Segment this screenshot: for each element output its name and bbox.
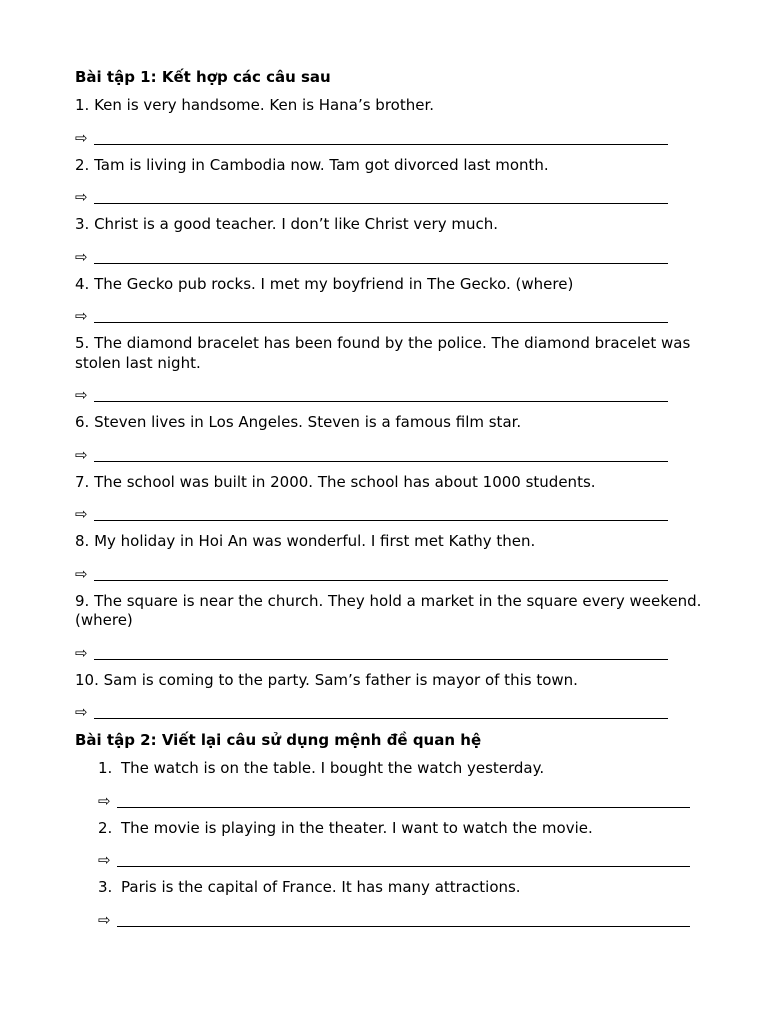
answer-line-2 — [75, 184, 768, 206]
exercise2-answer-line-2 — [98, 847, 768, 869]
question-1: 1. Ken is very handsome. Ken is Hana’s brother. — [75, 96, 435, 114]
arrow-icon: ⇨ — [75, 247, 88, 266]
item-text: The movie is playing in the theater. I want to watch the movie. — [121, 818, 593, 837]
blank-line[interactable] — [94, 247, 668, 264]
arrow-icon: ⇨ — [75, 386, 88, 404]
item-number: 1. — [98, 759, 113, 777]
answer-line-6 — [75, 442, 768, 464]
item-text: Paris is the capital of France. It has many attractions. — [121, 878, 521, 896]
answer-line-7 — [75, 501, 768, 523]
question-6: 6. Steven lives in Los Angeles. Steven is a famous film star. — [75, 413, 522, 431]
arrow-icon: ⇨ — [98, 910, 111, 929]
section2-title: Bài tập 2: Viết lại câu sử dụng mệnh đề quan hệ — [75, 731, 482, 749]
answer-line-1 — [75, 125, 768, 147]
answer-line-5 — [75, 382, 768, 404]
blank-line[interactable] — [94, 504, 668, 521]
blank-line[interactable] — [94, 702, 668, 719]
answer-line-3 — [75, 244, 768, 266]
item-text: The watch is on the table. I bought the watch yesterday. — [121, 759, 545, 777]
section2-list — [75, 759, 768, 929]
item-number: 3. — [98, 878, 113, 896]
blank-line[interactable] — [94, 445, 668, 462]
section1-list — [75, 96, 768, 721]
arrow-icon: ⇨ — [75, 188, 88, 206]
answer-line-8 — [75, 561, 768, 583]
blank-line[interactable] — [94, 128, 668, 145]
blank-line[interactable] — [94, 643, 668, 660]
exercise2-question-3 — [98, 878, 738, 898]
arrow-icon: ⇨ — [75, 505, 88, 523]
question-10: 10. Sam is coming to the party. Sam’s father is mayor of this town. — [75, 670, 578, 689]
blank-line[interactable] — [117, 791, 690, 808]
answer-line-9 — [75, 640, 768, 662]
question-9: 9. The square is near the church. They hold a market in the square every weekend. (where) — [75, 591, 702, 629]
exercise2-answer-line-3 — [98, 907, 768, 929]
item-number: 2. — [98, 818, 113, 837]
arrow-icon: ⇨ — [75, 703, 88, 721]
arrow-icon: ⇨ — [98, 791, 111, 810]
blank-line[interactable] — [117, 910, 690, 927]
arrow-icon: ⇨ — [75, 307, 88, 325]
section1-title: Bài tập 1: Kết hợp các câu sau — [75, 68, 331, 86]
answer-line-10 — [75, 699, 768, 721]
question-2: 2. Tam is living in Cambodia now. Tam got divorced last month. — [75, 155, 549, 174]
arrow-icon: ⇨ — [75, 643, 88, 662]
question-3: 3. Christ is a good teacher. I don’t like Christ very much. — [75, 215, 498, 233]
arrow-icon: ⇨ — [98, 851, 111, 869]
question-8: 8. My holiday in Hoi An was wonderful. I first met Kathy then. — [75, 532, 536, 550]
exercise2-question-1 — [98, 759, 738, 779]
arrow-icon: ⇨ — [75, 128, 88, 147]
answer-line-4 — [75, 303, 768, 325]
blank-line[interactable] — [94, 187, 668, 204]
question-7: 7. The school was built in 2000. The school has about 1000 students. — [75, 472, 596, 491]
arrow-icon: ⇨ — [75, 564, 88, 583]
question-5: 5. The diamond bracelet has been found by the police. The diamond bracelet was stolen last night. — [75, 334, 691, 372]
question-4: 4. The Gecko pub rocks. I met my boyfriend in The Gecko. (where) — [75, 274, 574, 293]
blank-line[interactable] — [94, 385, 668, 402]
arrow-icon: ⇨ — [75, 445, 88, 464]
exercise2-answer-line-1 — [98, 788, 768, 810]
blank-line[interactable] — [117, 850, 690, 867]
blank-line[interactable] — [94, 306, 668, 323]
blank-line[interactable] — [94, 564, 668, 581]
exercise2-question-2 — [98, 819, 738, 839]
